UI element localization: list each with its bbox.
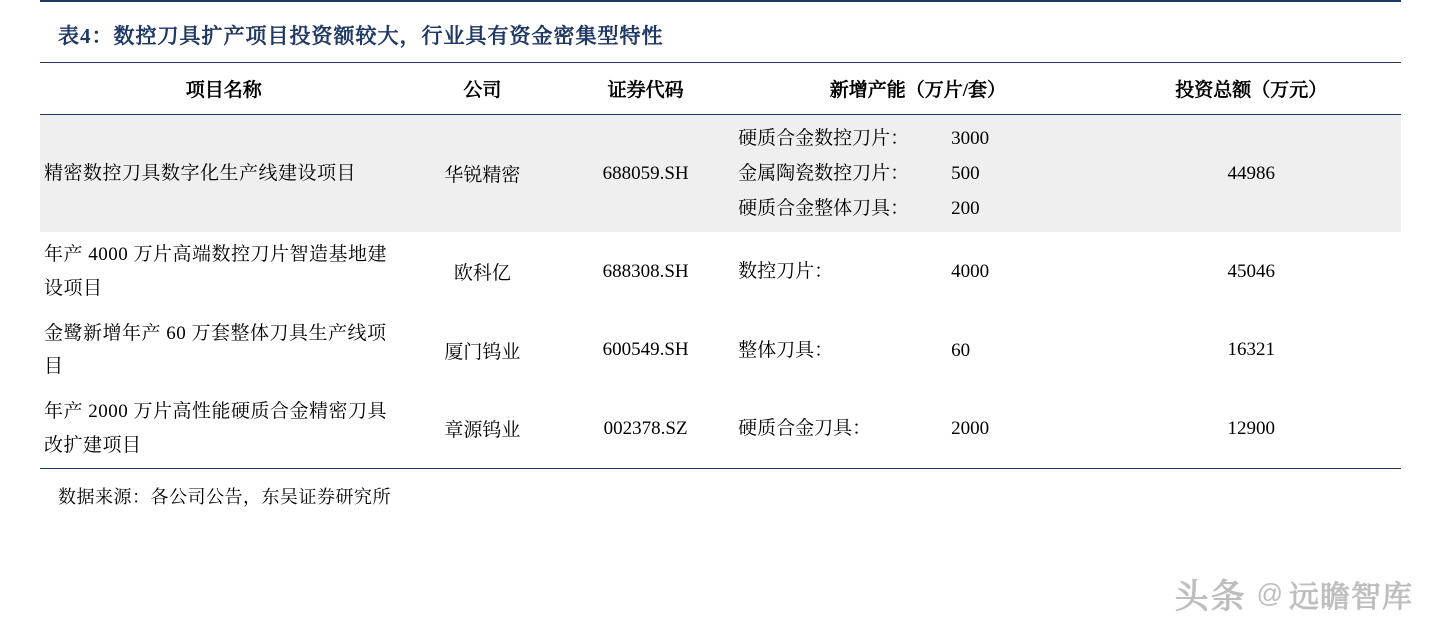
capacity-value: 4000 (951, 261, 990, 283)
capacity-label: 整体刀具： (738, 339, 834, 361)
capacity-line (738, 411, 1097, 446)
table-row (40, 115, 1401, 232)
cell-amount: 12900 (1227, 417, 1276, 439)
cell-company: 厦门钨业 (444, 341, 521, 363)
cell-project-name: 年产 4000 万片高端数控刀片智造基地建设项目 (44, 244, 388, 299)
cell-project-name: 精密数控刀具数字化生产线建设项目 (40, 115, 407, 232)
column-header-name: 项目名称 (185, 80, 262, 101)
cell-project-name: 年产 2000 万片高性能硬质合金精密刀具改扩建项目 (44, 401, 388, 456)
cell-code: 688059.SH (557, 115, 734, 232)
column-header-amount: 投资总额（万元） (1175, 80, 1328, 101)
cell-project-name: 金鹭新增年产 60 万套整体刀具生产线项目 (44, 322, 387, 378)
cell-capacity (734, 232, 1101, 311)
column-header-company: 公司 (463, 80, 502, 101)
capacity-label: 硬质合金整体刀具： (738, 198, 910, 220)
cell-amount: 16321 (1227, 339, 1276, 361)
cell-code: 600549.SH (602, 339, 689, 361)
column-header-capacity: 新增产能（万片/套） (829, 80, 1006, 101)
capacity-value: 2000 (951, 418, 990, 440)
capacity-label: 数控刀片： (738, 261, 834, 283)
cell-amount: 44986 (1102, 115, 1401, 232)
capacity-line (738, 254, 1097, 289)
column-header-code: 证券代码 (607, 80, 684, 101)
table-title: 表4：数控刀具扩产项目投资额较大，行业具有资金密集型特性 (58, 24, 664, 48)
watermark-text: 远瞻智库 (1289, 580, 1413, 614)
capacity-value: 200 (951, 198, 980, 220)
data-table (40, 63, 1401, 114)
capacity-line (738, 121, 1097, 156)
capacity-line (738, 156, 1097, 191)
cell-capacity (734, 115, 1101, 232)
header-row (40, 63, 1401, 114)
cell-code: 688308.SH (602, 260, 689, 282)
cell-company: 欧科亿 (453, 263, 511, 285)
cell-company: 华锐精密 (407, 115, 557, 232)
cell-code: 002378.SZ (603, 417, 688, 439)
watermark-at-symbol: @ (1256, 578, 1283, 608)
source-note: 数据来源：各公司公告，东吴证券研究所 (58, 486, 391, 507)
table-body (40, 115, 1401, 468)
capacity-value: 500 (951, 163, 980, 185)
cell-capacity (734, 389, 1101, 468)
watermark (1175, 569, 1413, 618)
cell-amount: 45046 (1227, 260, 1276, 282)
table-row (40, 389, 1401, 468)
capacity-label: 硬质合金数控刀片： (738, 128, 910, 149)
capacity-line (738, 191, 1097, 226)
watermark-badge: 头条 (1174, 578, 1247, 616)
data-table-body (40, 115, 1401, 468)
cell-capacity (734, 311, 1101, 390)
capacity-line (738, 333, 1097, 368)
cell-company: 章源钨业 (444, 420, 521, 442)
capacity-value: 60 (951, 339, 971, 361)
capacity-value: 3000 (951, 128, 990, 149)
capacity-label: 金属陶瓷数控刀片： (738, 163, 910, 185)
table-row (40, 232, 1401, 311)
table-header (40, 63, 1401, 114)
capacity-label: 硬质合金刀具： (738, 418, 872, 440)
table-row (40, 311, 1401, 390)
